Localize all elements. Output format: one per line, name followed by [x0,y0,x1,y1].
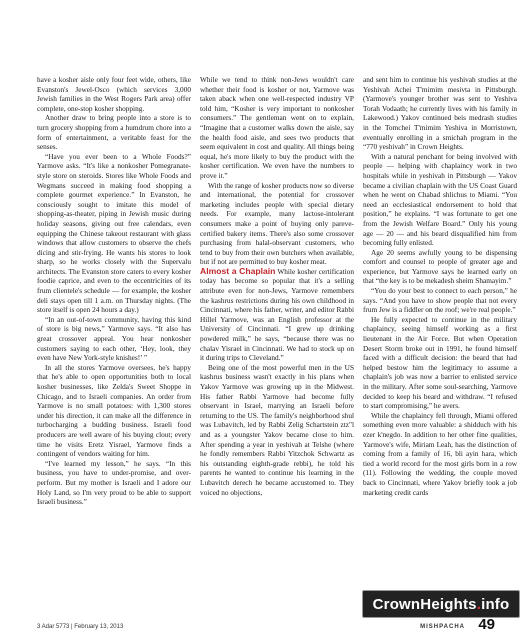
watermark-text-part2: info [481,595,510,613]
watermark-dot: . [476,595,482,613]
section-subhead: Almost a Chaplain [200,265,276,276]
article-column-2 [200,75,354,497]
watermark-text-part1: CrownHeights [372,595,477,613]
issue-date: 3 Adar 5773 | February 13, 2013 [37,624,124,630]
paragraph: “I've learned my lesson,” he says. “In this business, you have to under-promise, and over-perform. But my mother is Israeli and I adore our Holy Land, so I'm very proud to be able to support Israeli business.” [37,458,191,507]
article-column-1 [37,75,191,507]
page-number: 49 [478,616,495,633]
paragraph: Being one of the most powerful men in the US kashrus business wasn't exactly in his plans when Yakov Yarmove was growing up in the Midwest. His father Rabbi Yarmove had become fully observant in Israel, marrying an Israeli before returning to the US. The family's neighborhood shul was Lubavitch, led by Rabbi Zelig Schartstein ztz"l and as a youngster Yakov became close to him. After spending a year in yeshivah at Telshe (where he fondly remembers Rabbi Yitzchok Schwartz as his outstanding eighth-grade rebbi), he told his parents he wanted to continue his learning in the Lubavitch derech he became accustomed to. They voiced no objections, [200,362,354,497]
crownheights-watermark [362,590,520,618]
paragraph: “You do your best to connect to each person,” he says. “And you have to show people that not every frum Jew is a fiddler on the roof; we're real people.” [363,286,517,315]
paragraph-text: certification today has become so popular that it's a selling attribute even for non-Jews, Yarmove remembers the kashrus restrictions during his own childhood in Cincinnati, where his father, writer, and editor Rabbi Hillel Yarmove, was an English professor at the University of Cincinnati. “I grew up drinking powdered milk,” he says, “because there was no chalav Yisrael in Cincinnati. We had to stock up on it during trips to Cleveland.” [200,266,355,363]
magazine-name: MISHPACHA [420,624,465,630]
paragraph: Another draw to bring people into a store is to turn grocery shopping from a humdrum chore into a form of entertainment, a veritable feast for the senses. [37,113,191,152]
paragraph: While the chaplaincy fell through, Miami offered something even more valuable: a shidduch with his ezer k'negdo. In addition to her other fine qualities, Yarmove's wife, Miriam Leah, has the distinction of coming from a family of 16, bli ayin hara, which tied a world record for the most girls born in a row (11). Following the wedding, the couple moved back to Cincinnati, where Yakov briefly took a job marketing credit cards [363,410,517,497]
paragraph: With a natural penchant for being involved with people — helping with chaplaincy work in two hospitals while in yeshivah in Pittsburgh — Yakov became a civilian chaplain with the US Coast Guard when he went on Chabad shlichus to Miami. “You need an ecclesiastical endorsement to hold that position,” he explains. “I was fortunate to get one from the Jewish Welfare Board.” Only his young age — 20 — and his beard disqualified him from becoming fully enlisted. [363,151,517,248]
paragraph: While we tend to think non-Jews wouldn't care whether their food is kosher or not, Yarmove was taken aback when one well-respected industry VP told him, “Kosher is very important to nonkosher consumers.” The gentleman went on to explain, “Imagine that a customer walks down the aisle, say the health food aisle, and sees two products that seem equivalent in cost and quality. All things being equal, he's more likely to buy the product with the kosher certification. We even have the numbers to prove it.” [200,75,354,180]
paragraph: have a kosher aisle only four feet wide, others, like Evanston's Jewel-Osco (which services 3,000 Jewish families in the West Rogers Park area) offer complete, one-stop kosher shopping. [37,75,191,113]
paragraph: and sent him to continue his yeshivah studies at the Yeshivah Achei T'mimim mesivta in Pittsburgh. (Yarmove's younger brother was sent to Yeshiva Torah Vodaath; he currently lives with his family in Lakewood.) Yakov continued beis medrash studies in the Tomchei T'mimim Yeshiva in Morristown, eventually enrolling in a smichah program in the “770 yeshivah” in Crown Heights. [363,75,517,152]
paragraph: “Have you ever been to a Whole Foods?” Yarmove asks. “It's like a nonkosher Pomegranate-style store on steroids. Stores like Whole Foods and Wegmans succeed in making food shopping a complete gourmet experience.” In Evanston, he consciously sought to imitate this model of shopping-as-theater, piping in Jewish music during holiday seasons, giving out free calendars, even equipping the Chinese takeout restaurant with glass windows that allow customers to observe the chefs dicing and stir-frying. He wants his stores to look sharp, so he works closely with the Supervalu architects. The Evanston store caters to every kosher foodie caprice, and even to the eccentricities of its frum clientele's schedule — for example, the kosher deli stays open till 1 a.m. on Thursday nights. (The store itself is open 24 hours a day.) [37,151,191,315]
paragraph: He fully expected to continue in the military chaplaincy, seeing himself working as a first lieutenant in the Air Force. But when Operation Desert Storm broke out in 1991, he found himself faced with a difficult decision: the beard that had helped bestow him the legitimacy to assume a chaplain's job was now a barrier to enlisted service in the military. After some soul-searching, Yarmove decided to keep his beard and withdraw. “I refused to start compromising,” he avers. [363,314,517,411]
paragraph: Age 20 seems awfully young to be dispensing comfort and counsel to people of greater age and experience, but Yarmove says he learned early on that “the key is to be mekadesh sheim Shamayim.” [363,247,517,286]
paragraph: In all the stores Yarmove oversees, he's happy that he's able to open opportunities both to local kosher businesses, like Zelda's Sweet Shoppe in Chicago, and to Israeli companies. An order from Yarmove is no small potatoes: with 1,300 stores under his direction, it can make all the difference in turbocharging a budding business. Israeli food producers are well aware of his buying clout; every time he visits Eretz Yisrael, Yarmove finds a contingent of vendors waiting for him. [37,362,191,459]
page-footer [37,616,495,634]
subhead-lead-text: While kosher [277,266,317,276]
paragraph: With the range of kosher products now so diverse and international, the potential for crossover marketing includes people with special dietary needs. For example, many lactose-intolerant consumers make a point of buying only pareve-certified bakery items. There's also some crossover purchasing from halal-observant customers, who tend to buy from their own butchers when available, but if not are permitted to buy kosher meat. [200,180,354,267]
section-subhead-paragraph [200,267,354,363]
article-column-3 [363,75,517,497]
paragraph: “In an out-of-town community, having this kind of store is big news,” Yarmove says. “It also has great crossover appeal. You hear nonkosher customers saying to each other, ‘Hey, look, they even have New York-style knishes!’ ” [37,314,191,363]
